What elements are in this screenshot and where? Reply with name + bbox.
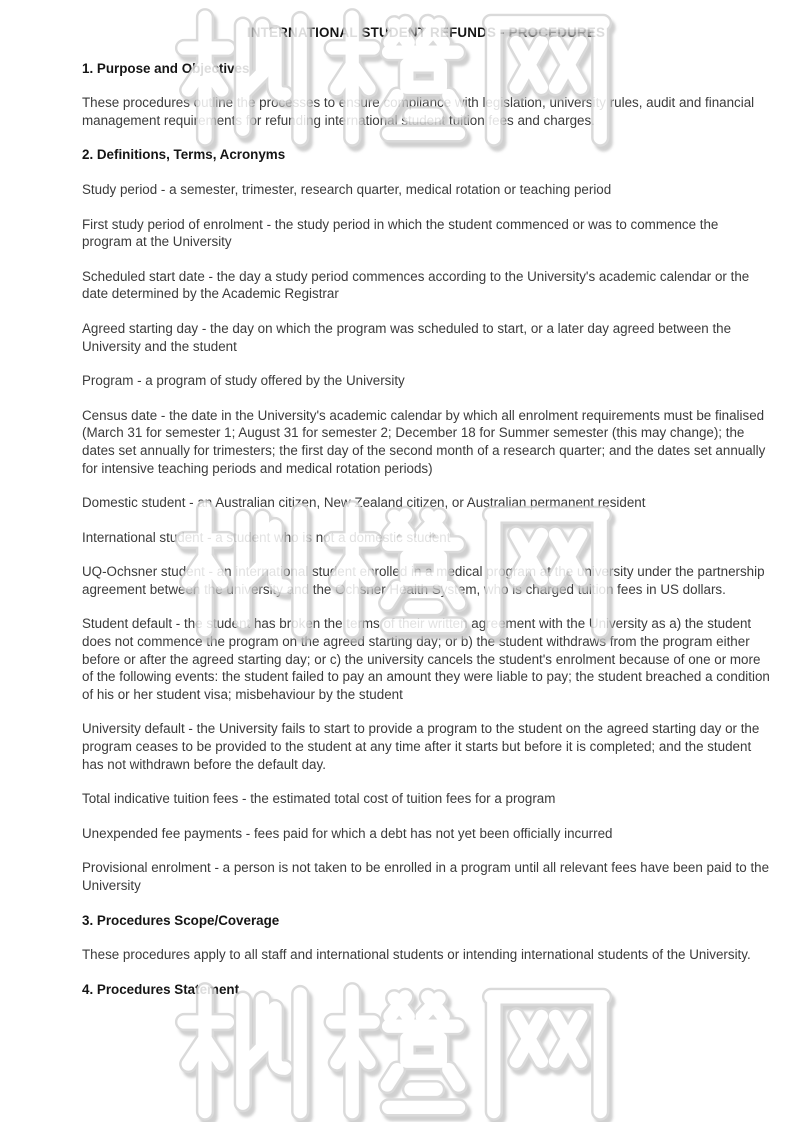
watermark-glyph-icon <box>327 980 467 1120</box>
watermark-glyph-icon <box>177 980 317 1120</box>
watermark-glyph-icon <box>477 980 617 1120</box>
paragraph: Program - a program of study offered by the University <box>82 373 405 389</box>
page-title: INTERNATIONAL STUDENT REFUNDS - PROCEDURES <box>246 25 606 40</box>
paragraph: Provisional enrolment - a person is not taken to be enrolled in a program until all relevant fees have been paid to the University <box>82 860 770 893</box>
paragraph: Agreed starting day - the day on which the program was scheduled to start, or a later day agreed between the University and the student <box>82 320 732 354</box>
paragraph: University default - the University fails to start to provide a program to the student on the agreed starting day or the program ceases to be provided to the student at any time after it starts but before it is completed; and the student has not withdrawn before the default day. <box>82 721 760 772</box>
paragraph: These procedures outline the processes to ensure compliance with legislation, university rules, audit and financial management requirements for refunding international student tuition fees and charges. <box>82 95 755 128</box>
paragraph: First study period of enrolment - the study period in which the student commenced or was to commence the program at the University <box>82 216 719 250</box>
paragraph: Student default - the student has broken the terms of their written agreement with the University as a) the student does not commence the program on the agreed starting day; or b) the student withdraws from the program either before or after the agreed starting day; or c) the university cancels the student's enrolment because of one or more of the following events: the student failed to pay an amount they were liable to pay; the student breached a condition of his or her student visa; misbehaviour by the student <box>82 616 770 702</box>
paragraph: Domestic student - an Australian citizen, New Zealand citizen, or Australian permanent resident <box>82 495 646 511</box>
section-heading: 3. Procedures Scope/Coverage <box>82 912 280 928</box>
paragraph: International student - a student who is not a domestic student <box>82 529 451 545</box>
watermark <box>0 980 794 1120</box>
paragraph: Census date - the date in the University's academic calendar by which all enrolment requirements must be finalised (March 31 for semester 1; August 31 for semester 2; December 18 for Summer semester (this may change); the dates set annually for trimesters; the first day of the second month of a research quarter; and the dates set annually for intensive teaching periods and medical rotation periods) <box>82 407 766 476</box>
document-body <box>82 60 770 999</box>
section-heading: 2. Definitions, Terms, Acronyms <box>82 147 286 163</box>
paragraph: Study period - a semester, trimester, research quarter, medical rotation or teaching period <box>82 181 612 197</box>
section-heading: 1. Purpose and Objectives <box>82 60 250 76</box>
section-heading: 4. Procedures Statement <box>82 981 240 997</box>
paragraph: Scheduled start date - the day a study period commences according to the University's academic calendar or the date determined by the Academic Registrar <box>82 268 750 302</box>
paragraph: Unexpended fee payments - fees paid for which a debt has not yet been officially incurred <box>82 825 613 841</box>
paragraph: Total indicative tuition fees - the estimated total cost of tuition fees for a program <box>82 791 556 807</box>
paragraph: These procedures apply to all staff and international students or intending international students of the University. <box>82 947 751 963</box>
paragraph: UQ-Ochsner student - an international student enrolled in a medical program at the university under the partnership agreement between the university and the Ochsner Health System, who is charged tuition fees in US dollars. <box>82 564 765 597</box>
